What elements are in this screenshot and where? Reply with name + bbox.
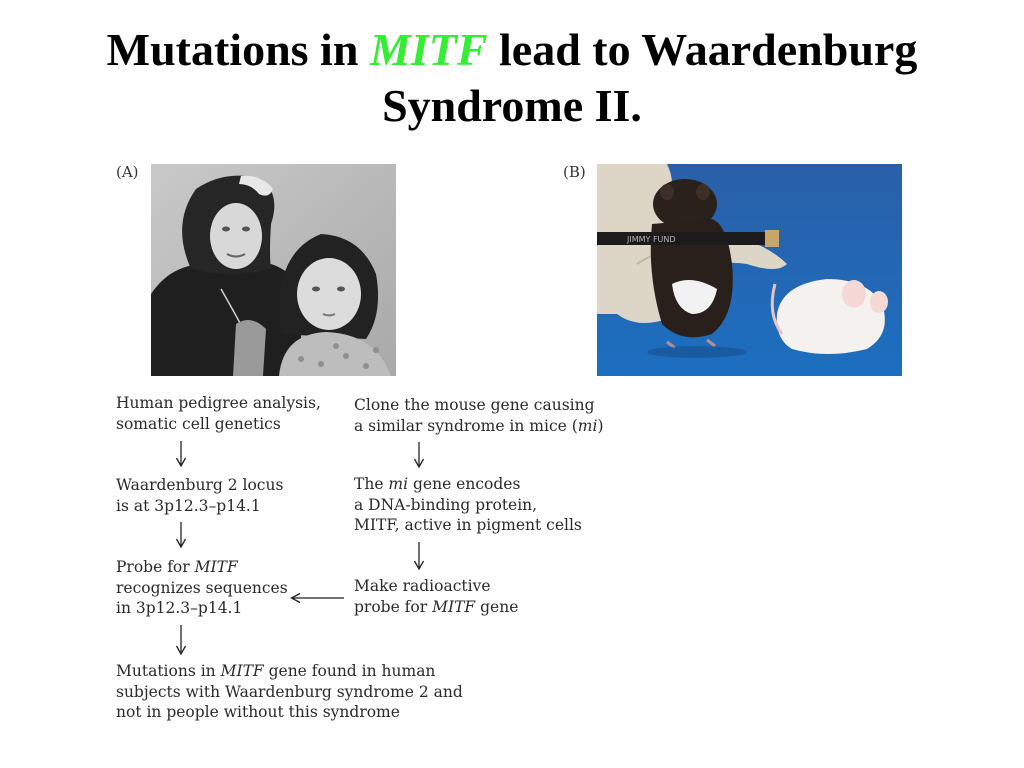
pencil-label: JIMMY FUND [627, 235, 676, 244]
flow-left-step-2-line-2: is at 3p12.3–p14.1 [116, 496, 261, 515]
slide-title [0, 22, 1024, 134]
flow-right-step-3 [354, 576, 518, 617]
flow-left-step-3 [116, 557, 288, 619]
title-text-after: lead to Waardenburg [499, 24, 918, 75]
flow-right-step-1-line-1: Clone the mouse gene causing [354, 396, 595, 414]
flow-left-step-2-line-1: Waardenburg 2 locus [116, 476, 284, 494]
flow-right-step-2-line-3: MITF, active in pigment cells [354, 516, 582, 534]
flow-right-step-1-line-2 [354, 416, 604, 437]
flow-left-step-1-line-1: Human pedigree analysis, [116, 394, 321, 412]
flow-left-step-2 [116, 475, 283, 516]
flow-right-step-3-line-1: Make radioactive [354, 577, 491, 595]
flow-text: Probe for [116, 558, 195, 576]
arrow-down-icon [175, 441, 187, 467]
flow-text: The [354, 475, 389, 493]
flow-right-step-2-line-1 [354, 474, 582, 495]
panel-a-label: (A) [116, 163, 139, 181]
arrow-left-icon [290, 591, 346, 605]
photo-mother-and-child [151, 164, 396, 376]
flow-left-step-3-line-1 [116, 557, 288, 578]
flow-right-step-2-line-2: a DNA-binding protein, [354, 495, 538, 514]
title-gene-name: MITF [369, 24, 488, 75]
arrow-down-icon [413, 542, 425, 570]
flow-text: a similar syndrome in mice ( [354, 416, 578, 435]
flow-text: gene [475, 597, 519, 616]
title-text-before: Mutations in [106, 24, 359, 75]
photo-mice [597, 164, 902, 376]
flow-left-step-4 [116, 661, 463, 723]
flow-left-step-3-line-2: recognizes sequences [116, 578, 288, 597]
flow-gene-italic: MITF [194, 558, 238, 576]
flow-left-step-3-line-3: in 3p12.3–p14.1 [116, 599, 243, 617]
flow-right-step-3-line-2 [354, 597, 518, 618]
arrow-down-icon [175, 625, 187, 655]
flow-left-step-1-line-2: somatic cell genetics [116, 414, 281, 433]
arrow-down-icon [413, 442, 425, 468]
flow-text: gene found in human [263, 662, 436, 680]
flow-left-step-4-line-1 [116, 661, 463, 682]
flow-text: Mutations in [116, 662, 221, 680]
flow-text: gene encodes [408, 475, 521, 493]
flow-gene-italic: MITF [220, 662, 264, 680]
flow-gene-italic: mi [577, 416, 598, 435]
flow-text: ) [597, 416, 604, 435]
arrow-down-icon [175, 522, 187, 548]
flow-right-step-2 [354, 474, 582, 536]
title-line-1 [0, 22, 1024, 78]
title-line-2: Syndrome II. [382, 80, 642, 131]
flow-text: probe for [354, 597, 433, 616]
flow-left-step-4-line-2: subjects with Waardenburg syndrome 2 and [116, 682, 463, 701]
panel-b-label: (B) [563, 163, 586, 181]
flow-right-step-1 [354, 395, 604, 436]
flow-left-step-1 [116, 393, 321, 434]
flow-gene-italic: MITF [432, 597, 476, 616]
flow-left-step-4-line-3: not in people without this syndrome [116, 703, 400, 721]
flow-gene-italic: mi [388, 475, 409, 493]
